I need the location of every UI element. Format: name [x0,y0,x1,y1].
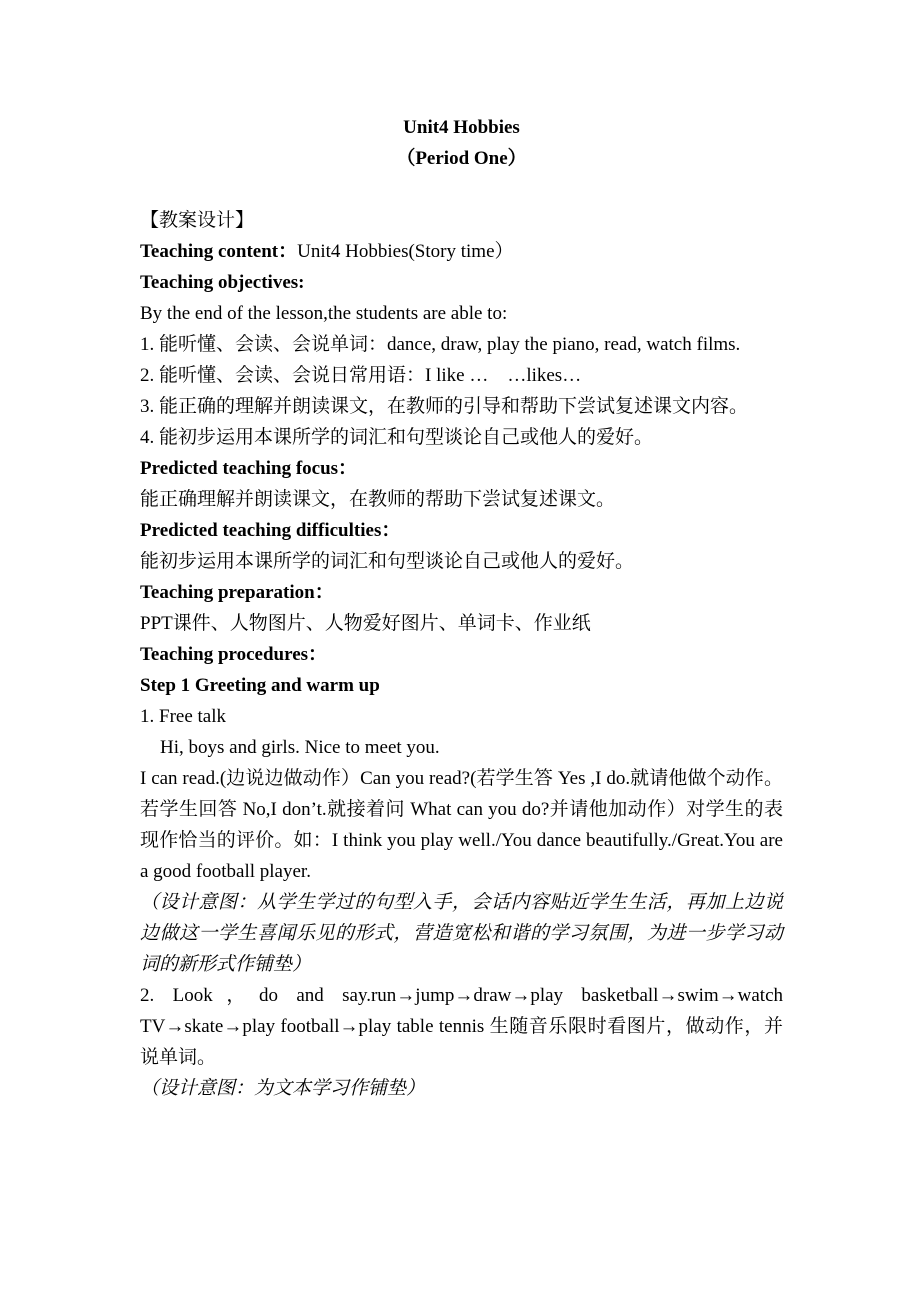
objective-item-3: 3. 能正确的理解并朗读课文，在教师的引导和帮助下尝试复述课文内容。 [140,396,749,417]
objective-item-4: 4. 能初步运用本课所学的词汇和句型谈论自己或他人的爱好。 [140,427,654,448]
objective-item-2: 2. 能听懂、会读、会说日常用语：I like … …likes… [140,365,582,386]
free-talk-greeting: Hi, boys and girls. Nice to meet you. [160,737,440,758]
focus-text: 能正确理解并朗读课文，在教师的帮助下尝试复述课文。 [140,489,616,510]
design-note-2: （设计意图：为文本学习作铺垫） [140,1078,426,1099]
step1-title: Step 1 Greeting and warm up [140,675,380,696]
section-header: 【教案设计】 [140,210,255,231]
page-subtitle: （Period One） [396,148,527,169]
objectives-intro: By the end of the lesson,the students are able to: [140,303,508,324]
preparation-text: PPT课件、人物图片、人物爱好图片、单词卡、作业纸 [140,613,591,634]
teaching-content-value: Unit4 Hobbies(Story time） [297,241,514,262]
focus-label: Predicted teaching focus： [140,458,358,479]
free-talk-body: I can read.(边说边做动作）Can you read?(若学生答 Yes ,I do.就请他做个动作。若学生回答 No,I don’t.就接着问 What can you do?并请他加动作）对学生的表现作恰当的评价。如：I think you play well./You dance beautifully./Great.You are a good football player. [140,768,783,882]
preparation-label: Teaching preparation： [140,582,334,603]
free-talk-label: 1. Free talk [140,706,227,727]
objective-item-1: 1. 能听懂、会读、会说单词：dance, draw, play the piano, read, watch films. [140,334,741,355]
page-title: Unit4 Hobbies [403,117,520,138]
objectives-label: Teaching objectives: [140,272,305,293]
document-page [140,112,783,1104]
difficulties-text: 能初步运用本课所学的词汇和句型谈论自己或他人的爱好。 [140,551,635,572]
design-note-1: （设计意图：从学生学过的句型入手，会话内容贴近学生生活，再加上边说边做这一学生喜闻乐见的形式，营造宽松和谐的学习氛围，为进一步学习动词的新形式作铺垫） [140,892,783,975]
difficulties-label: Predicted teaching difficulties： [140,520,401,541]
procedures-label: Teaching procedures： [140,644,328,665]
look-do-say: 2. Look，do and say.run→jump→draw→play basketball→swim→watch TV→skate→play football→play table tennis 生随音乐限时看图片，做动作，并说单词。 [140,985,783,1068]
teaching-content-label: Teaching content： [140,241,298,262]
teaching-content [140,236,783,267]
